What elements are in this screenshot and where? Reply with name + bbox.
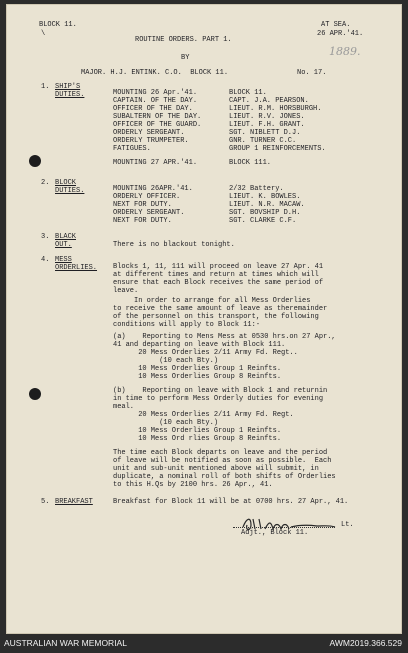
signature-title: Adjt., Block 11. xyxy=(241,529,309,537)
duty-value: LIEUT. F.H. GRANT. xyxy=(229,121,305,129)
paragraph-line: to receive the same amount of leave as theremainder xyxy=(113,305,328,313)
section-4-title-2: ORDERLIES. xyxy=(55,264,98,272)
section-3-title-2: OUT. xyxy=(55,241,72,249)
signature-rank: Lt. xyxy=(341,521,354,529)
duty-value: SGT. NIBLETT D.J. xyxy=(229,129,301,137)
paragraph-line: Blocks 1, 11, 111 will proceed on leave 27 Apr. 41 xyxy=(113,263,324,271)
paragraph-line: duplicate, a nominal roll of both shifts of Orderlies xyxy=(113,473,336,481)
mounting-2-value: BLOCK 111. xyxy=(229,159,272,167)
condition-a-line: 10 Mess Orderlies Group 8 Reinfts. xyxy=(113,373,282,381)
handwritten-number: 1889. xyxy=(329,45,361,58)
duty-label: SUBALTERN OF THE DAY. xyxy=(113,113,202,121)
section-4-title: MESS xyxy=(55,256,72,264)
condition-a-line: (10 each Bty.) xyxy=(113,357,219,365)
signature-underline xyxy=(233,527,335,528)
duty-value: LIEUT. R.V. JONES. xyxy=(229,113,305,121)
paragraph-line: ensure that each Block receives the same period of xyxy=(113,279,324,287)
section-2-title: BLOCK xyxy=(55,179,77,187)
section-1-title: SHIP'S xyxy=(55,83,81,91)
section-5-title: BREAKFAST xyxy=(55,498,93,506)
section-4-number: 4. xyxy=(41,256,50,264)
condition-b-line: (b) Reporting on leave with Block 1 and returnin xyxy=(113,387,328,395)
paragraph-line: In order to arrange for all Mess Orderlies xyxy=(113,297,311,305)
header-block: BLOCK 11. xyxy=(39,21,77,29)
paragraph-line: to this H.Qs by 2100 hrs. 26 Apr., 41. xyxy=(113,481,273,489)
archive-footer xyxy=(0,634,408,653)
condition-b-line: 20 Mess Orderlies 2/11 Army Fd. Regt. xyxy=(113,411,294,419)
commander-line: MAJOR. H.J. ENTINK. C.O. BLOCK 11. xyxy=(81,69,229,77)
condition-a-line: 41 and departing on leave with Block 111. xyxy=(113,341,286,349)
block-duty-label: MOUNTING 26APR.'41. xyxy=(113,185,193,193)
section-2-number: 2. xyxy=(41,179,50,187)
block-duty-value: 2/32 Battery. xyxy=(229,185,284,193)
block-duty-value: LIEUT. K. BOWLES. xyxy=(229,193,301,201)
duty-label: ORDERLY SERGEANT. xyxy=(113,129,185,137)
condition-b-line: 10 Mess Orderlies Group 1 Reinfts. xyxy=(113,427,282,435)
paragraph-line: The time each Block departs on leave and the period xyxy=(113,449,328,457)
section-1-number: 1. xyxy=(41,83,50,91)
block-duty-label: NEXT FOR DUTY. xyxy=(113,201,172,209)
condition-b-line: (10 each Bty.) xyxy=(113,419,219,427)
footer-reference: AWM2019.366.529 xyxy=(329,638,402,648)
header-location: AT SEA. xyxy=(321,21,351,29)
duty-label: OFFICER OF THE DAY. xyxy=(113,105,193,113)
section-5-number: 5. xyxy=(41,498,50,506)
mounting-2-label: MOUNTING 27 APR.'41. xyxy=(113,159,198,167)
punch-hole-top xyxy=(29,155,41,167)
paragraph-line: leave. xyxy=(113,287,139,295)
paragraph-line: at different times and return at times which will xyxy=(113,271,319,279)
duty-value: GROUP 1 REINFORCEMENTS. xyxy=(229,145,326,153)
condition-b-line: 10 Mess Ord rlies Group 8 Reinfts. xyxy=(113,435,282,443)
footer-institution: AUSTRALIAN WAR MEMORIAL xyxy=(4,638,127,648)
order-number: No. 17. xyxy=(297,69,327,77)
condition-b-line: in time to perform Mess Orderly duties for evening xyxy=(113,395,324,403)
breakfast-text: Breakfast for Block 11 will be at 0700 hrs. 27 Apr., 41. xyxy=(113,498,349,506)
section-3-number: 3. xyxy=(41,233,50,241)
condition-a-line: 20 Mess Orderlies 2/11 Army Fd. Regt.. xyxy=(113,349,298,357)
duty-value: CAPT. J.A. PEARSON. xyxy=(229,97,309,105)
duty-label: FATIGUES. xyxy=(113,145,151,153)
duty-label: ORDERLY TRUMPETER. xyxy=(113,137,189,145)
block-duty-label: NEXT FOR DUTY. xyxy=(113,217,172,225)
section-2-title-2: DUTIES. xyxy=(55,187,85,195)
block-duty-label: ORDERLY SERGEANT. xyxy=(113,209,185,217)
header-tick: \ xyxy=(41,30,46,38)
punch-hole-bottom xyxy=(29,388,41,400)
by-label: BY xyxy=(181,54,190,62)
block-duty-value: SGT. BOVSHIP D.H. xyxy=(229,209,301,217)
paragraph-line: of leave will be notified as soon as possible. Each xyxy=(113,457,332,465)
duty-value: LIEUT. R.M. HORSBURGH. xyxy=(229,105,322,113)
block-duty-label: ORDERLY OFFICER. xyxy=(113,193,181,201)
duty-label: CAPTAIN. OF THE DAY. xyxy=(113,97,198,105)
duty-value: BLOCK 11. xyxy=(229,89,267,97)
condition-b-line: meal. xyxy=(113,403,135,411)
paragraph-line: conditions will apply to Block 11:- xyxy=(113,321,261,329)
blackout-text: There is no blackout tonight. xyxy=(113,241,235,249)
condition-a-line: (a) Reporting to Mens Mess at 0530 hrs.on 27 Apr., xyxy=(113,333,336,341)
document-title: ROUTINE ORDERS. PART 1. xyxy=(135,36,232,44)
header-date: 26 APR.'41. xyxy=(317,30,364,38)
document-page xyxy=(6,4,402,634)
duty-label: MOUNTING 26 Apr.'41. xyxy=(113,89,198,97)
condition-a-line: 10 Mess Orderlies Group 1 Reinfts. xyxy=(113,365,282,373)
section-1-title-2: DUTIES. xyxy=(55,91,85,99)
duty-label: OFFICER OF THE GUARD. xyxy=(113,121,202,129)
block-duty-value: LIEUT. N.R. MACAW. xyxy=(229,201,305,209)
paragraph-line: unit and sub-unit mentioned above will submit, in xyxy=(113,465,319,473)
section-3-title: BLACK xyxy=(55,233,77,241)
paragraph-line: of the personnel on this transport, the following xyxy=(113,313,319,321)
duty-value: GNR. TURNER C.C. xyxy=(229,137,297,145)
block-duty-value: SGT. CLARKE C.F. xyxy=(229,217,297,225)
